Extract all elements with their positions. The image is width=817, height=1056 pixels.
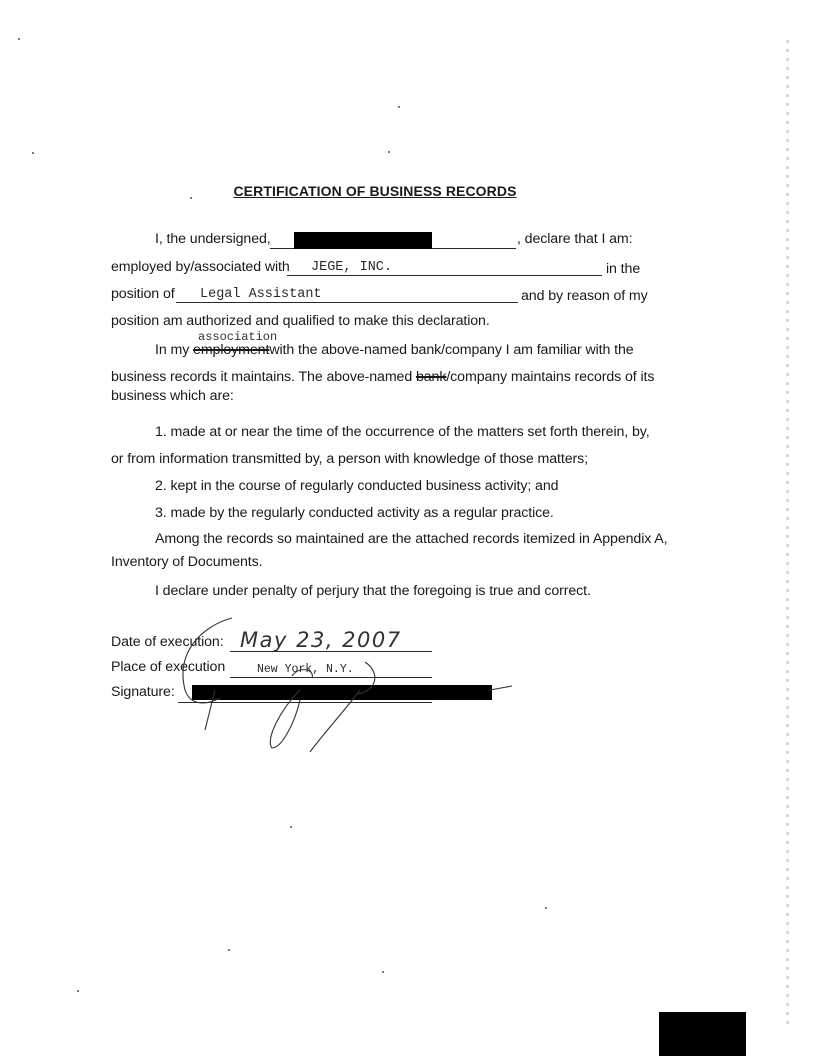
signature-stroke (358, 662, 375, 694)
company-name: JEGE, INC. (311, 260, 393, 275)
among-line1: Among the records so maintained are the attached records itemized in Appendix A, (155, 531, 668, 547)
reason-label: and by reason of my (521, 288, 648, 304)
para2-line2-rest: /company maintains records of its (446, 369, 655, 385)
signature-stroke (270, 690, 300, 748)
signature-stroke (183, 618, 232, 703)
date-label: Date of execution: (111, 634, 224, 650)
item1-line2: or from information transmitted by, a person with knowledge of those matters; (111, 451, 588, 467)
in-the-label: in the (606, 261, 641, 277)
declare-label: , declare that I am: (517, 231, 633, 247)
position-label: position of (111, 286, 175, 302)
redacted-corner-block (659, 1012, 746, 1056)
undersigned-label: I, the undersigned, (155, 231, 271, 247)
inserted-word: association (198, 330, 278, 344)
item1-line1: 1. made at or near the time of the occurrence of the matters set forth therein, by, (155, 424, 650, 440)
para2-prefix: In my (155, 342, 190, 358)
among-line2: Inventory of Documents. (111, 554, 263, 570)
signature-stroke (205, 690, 215, 730)
para2-line3: business which are: (111, 388, 234, 404)
signature-stroke (310, 690, 360, 752)
signature-stroke (490, 686, 512, 690)
struck-employment: employment (193, 342, 270, 358)
employed-label: employed by/associated with (111, 259, 290, 275)
item2: 2. kept in the course of regularly conducted business activity; and (155, 478, 559, 494)
place-value: New York, N.Y. (257, 663, 354, 676)
signature-label: Signature: (111, 684, 175, 700)
para2-rest: with the above-named bank/company I am familiar with the (269, 342, 634, 358)
struck-bank: bank (415, 369, 447, 385)
document-title: CERTIFICATION OF BUSINESS RECORDS (233, 183, 517, 199)
item3: 3. made by the regularly conducted activity as a regular practice. (155, 505, 554, 521)
place-label: Place of execution (111, 659, 226, 675)
date-value-handwritten: May 23, 2007 (240, 628, 402, 652)
para2-line2-text: business records it maintains. The above-named (111, 369, 413, 385)
position-value: Legal Assistant (200, 287, 322, 302)
perjury-declaration: I declare under penalty of perjury that the foregoing is true and correct. (155, 583, 591, 599)
authorized-text: position am authorized and qualified to make this declaration. (111, 313, 490, 329)
signature-stroke (292, 670, 312, 678)
